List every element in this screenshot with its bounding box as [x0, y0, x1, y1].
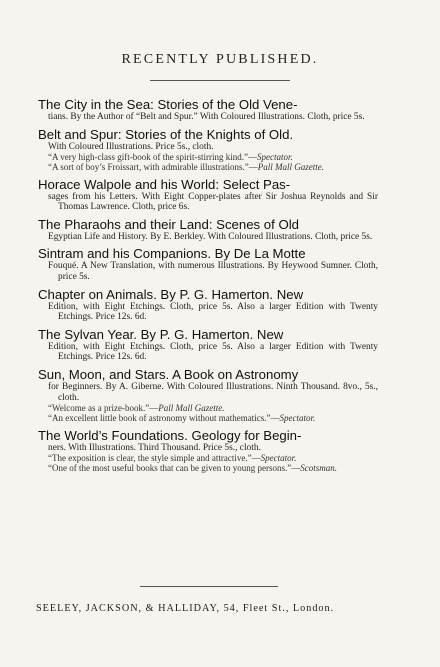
book-title: Horace Walpole and his World: Select Pas- [38, 176, 291, 192]
review-quote [38, 453, 378, 463]
book-description: sages from his Letters. With Eight Copper-plates after Sir Joshua Reynolds and Sir Thomas Lawrence. Cloth, price 6s. [48, 191, 378, 213]
book-title: Belt and Spur: Stories of the Knights of Old. [38, 126, 294, 142]
quote-source: Scotsman. [300, 463, 337, 474]
book-title: The Pharaohs and their Land: Scenes of Old [38, 216, 299, 232]
quote-text: “A very high-class gift-book of the spirit-stirring kind.”— [48, 152, 257, 163]
quote-text: “A sort of boy’s Froissart, with admirable illustrations.”— [48, 162, 258, 173]
book-description: Edition, with Eight Etchings. Cloth, price 5s. Also a larger Edition with Twenty Etchings. Price 12s. 6d. [48, 341, 378, 363]
quote-source: Pall Mall Gazette. [158, 403, 225, 414]
publisher-imprint: SEELEY, JACKSON, & HALLIDAY, 54, Fleet St., London. [36, 603, 335, 614]
book-description: tians. By the Author of “Belt and Spur.” With Coloured Illustrations. Cloth, price 5s. [48, 112, 365, 122]
book-entry [38, 97, 378, 123]
review-quote [38, 463, 378, 473]
book-entry [38, 246, 378, 282]
quote-text: “The exposition is clear, the style simple and attractive.”— [48, 453, 261, 464]
book-description: Egyptian Life and History. By E. Berkley. With Coloured Illustrations. Cloth, price 5s. [48, 231, 373, 242]
book-entry [38, 177, 378, 213]
heading-rule [150, 80, 290, 81]
book-description: ners. With Illustrations. Third Thousand. Price 5s., cloth. [48, 442, 261, 453]
book-title: Chapter on Animals. By P. G. Hamerton. New [38, 286, 304, 302]
review-quote [38, 152, 378, 162]
quote-source: Spectator. [256, 152, 293, 163]
footer-rule [140, 586, 278, 587]
page-heading: RECENTLY PUBLISHED. [121, 52, 319, 67]
book-description: With Coloured Illustrations. Price 5s., cloth. [48, 141, 214, 152]
book-title: Sun, Moon, and Stars. A Book on Astronomy [38, 366, 299, 382]
book-title: Sintram and his Companions. By De La Motte [38, 246, 306, 262]
book-title: The City in the Sea: Stories of the Old Vene- [38, 97, 298, 112]
quote-text: “Welcome as a prize-book.”— [48, 403, 159, 414]
quote-source: Spectator. [260, 453, 297, 464]
book-entry [38, 428, 378, 474]
book-entry [38, 367, 378, 424]
quote-source: Spectator. [279, 413, 316, 424]
book-entry [38, 287, 378, 323]
quote-source: Pall Mall Gazette. [257, 162, 324, 173]
book-description: Fouqué. A New Translation, with numerous Illustrations. By Heywood Sumner. Cloth, price 5s. [48, 261, 378, 282]
book-entry [38, 127, 378, 173]
review-quote [38, 162, 378, 172]
book-entry [38, 327, 378, 363]
review-quote [38, 413, 378, 423]
book-description: for Beginners. By A. Giberne. With Coloured Illustrations. Ninth Thousand. 8vo., 5s., cloth. [48, 381, 378, 403]
book-title: The Sylvan Year. By P. G. Hamerton. New [38, 326, 284, 342]
book-description: Edition, with Eight Etchings. Cloth, price 5s. Also a larger Edition with Twenty Etchings. Price 12s. 6d. [48, 301, 378, 323]
quote-text: “One of the most useful books that can be given to young persons.”— [48, 463, 301, 474]
book-list [38, 97, 378, 478]
quote-text: “An excellent little book of astronomy without mathematics.”— [48, 413, 280, 424]
book-title: The World’s Foundations. Geology for Begin- [38, 427, 302, 443]
review-quote [38, 403, 378, 413]
book-entry [38, 217, 378, 243]
